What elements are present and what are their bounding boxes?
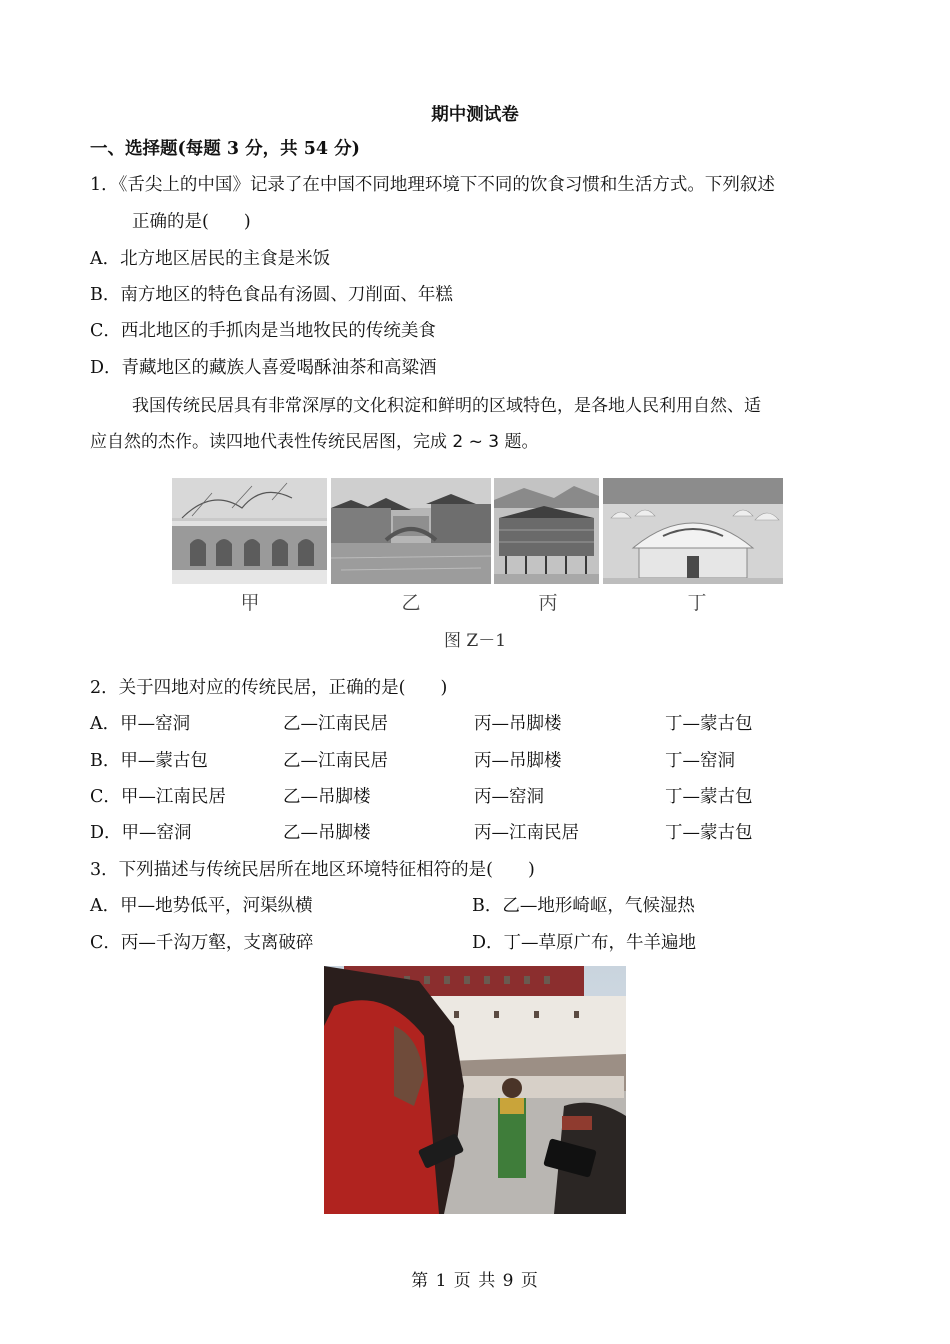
yurt-photo — [603, 478, 783, 584]
q2-d-2: 乙—吊脚楼 — [283, 823, 371, 843]
passage-line-1: 我国传统民居具有非常深厚的文化积淀和鲜明的区域特色，是各地人民利用自然、适 — [132, 396, 761, 416]
figure-label-jia: 甲 — [240, 592, 260, 614]
page-footer: 第 1 页 共 9 页 — [411, 1271, 539, 1291]
q2-d-3: 丙—江南民居 — [474, 823, 579, 843]
jiangnan-town-photo — [331, 478, 491, 584]
q2-b-3: 丙—吊脚楼 — [474, 751, 562, 771]
q2-b-4: 丁—窑洞 — [665, 751, 735, 771]
figure-caption: 图 Z－1 — [444, 631, 507, 651]
q2-b-1: B．甲—蒙古包 — [90, 751, 208, 771]
q2-a-1: A．甲—窑洞 — [90, 714, 191, 734]
q1-stem: 1．《舌尖上的中国》记录了在中国不同地理环境下不同的饮食习惯和生活方式。下列叙述 — [90, 175, 775, 195]
passage-line-2: 应自然的杰作。读四地代表性传统民居图，完成 2 ~ 3 题。 — [90, 432, 539, 452]
q1-option-a: A．北方地区居民的主食是米饭 — [90, 249, 331, 269]
q1-stem-cont: 正确的是( ) — [132, 212, 251, 232]
q3-option-b: B．乙—地形崎岖，气候湿热 — [472, 896, 695, 916]
q2-c-2: 乙—吊脚楼 — [283, 787, 371, 807]
figure-label-ding: 丁 — [687, 592, 707, 614]
cave-dwelling-photo — [172, 478, 327, 584]
section-heading: 一、选择题(每题 3 分，共 54 分) — [90, 139, 360, 159]
q2-d-1: D．甲—窑洞 — [90, 823, 192, 843]
q2-c-1: C．甲—江南民居 — [90, 787, 226, 807]
page-title: 期中测试卷 — [431, 105, 519, 125]
potala-palace-photo — [324, 966, 626, 1214]
figure-label-bing: 丙 — [538, 592, 558, 614]
stilt-house-photo — [494, 478, 599, 584]
q3-option-a: A．甲—地势低平，河渠纵横 — [90, 896, 313, 916]
q2-d-4: 丁—蒙古包 — [665, 823, 753, 843]
q2-a-2: 乙—江南民居 — [283, 714, 388, 734]
q2-stem: 2．关于四地对应的传统民居，正确的是( ) — [90, 678, 448, 698]
q3-stem: 3．下列描述与传统民居所在地区环境特征相符的是( ) — [90, 860, 535, 880]
q2-a-4: 丁—蒙古包 — [665, 714, 753, 734]
q1-option-b: B．南方地区的特色食品有汤圆、刀削面、年糕 — [90, 285, 453, 305]
q2-b-2: 乙—江南民居 — [283, 751, 388, 771]
q3-option-d: D．丁—草原广布，牛羊遍地 — [472, 933, 697, 953]
figure-label-yi: 乙 — [401, 592, 421, 614]
q2-c-3: 丙—窑洞 — [474, 787, 544, 807]
q3-option-c: C．丙—千沟万壑，支离破碎 — [90, 933, 314, 953]
q1-option-d: D．青藏地区的藏族人喜爱喝酥油茶和高粱酒 — [90, 358, 437, 378]
q1-option-c: C．西北地区的手抓肉是当地牧民的传统美食 — [90, 321, 436, 341]
q2-a-3: 丙—吊脚楼 — [474, 714, 562, 734]
q2-c-4: 丁—蒙古包 — [665, 787, 753, 807]
